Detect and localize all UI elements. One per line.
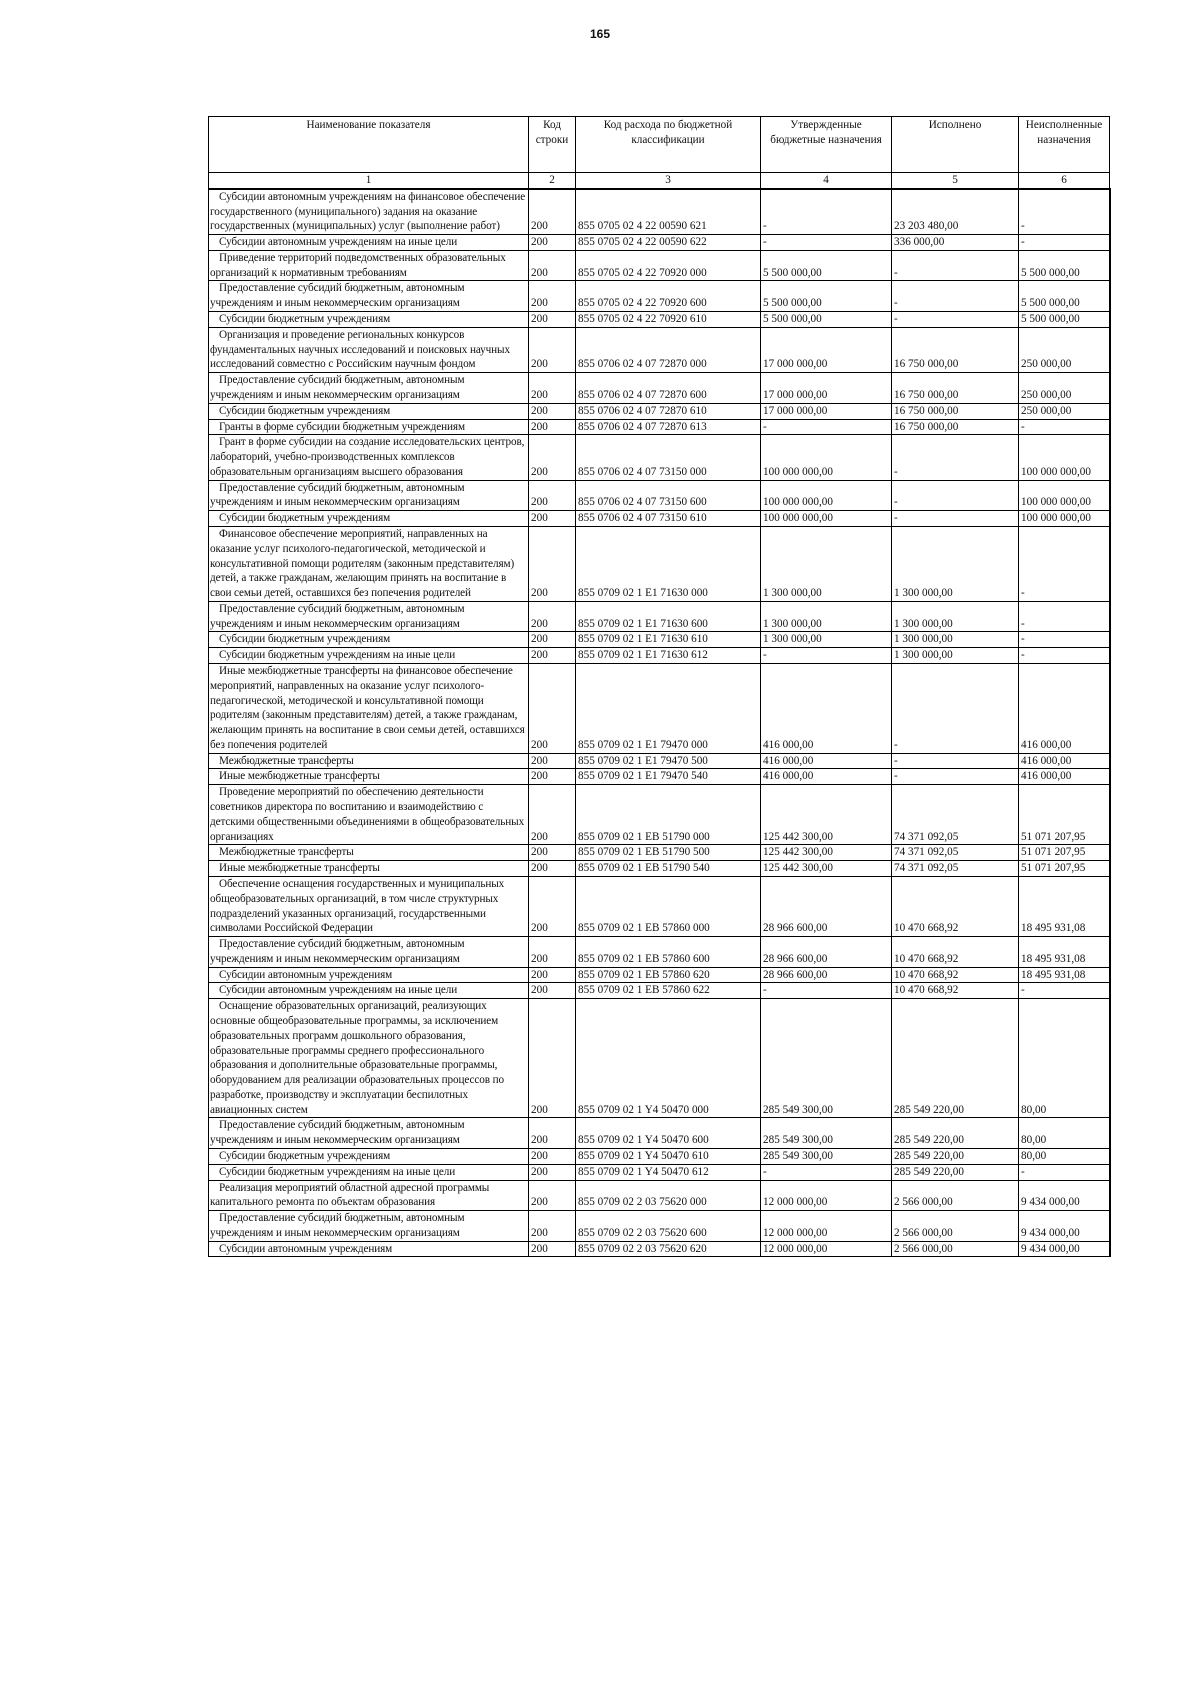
table-row bbox=[209, 999, 1110, 1118]
unexecuted-amount: 80,00 bbox=[1019, 1149, 1110, 1165]
executed-amount: 23 203 480,00 bbox=[892, 189, 1019, 235]
approved-amount: 100 000 000,00 bbox=[761, 511, 892, 527]
budget-code: 855 0706 02 4 07 72870 600 bbox=[576, 373, 761, 404]
line-code: 200 bbox=[529, 511, 576, 527]
line-code: 200 bbox=[529, 999, 576, 1118]
executed-amount: 16 750 000,00 bbox=[892, 327, 1019, 372]
table-row bbox=[209, 967, 1110, 983]
indicator-name: Субсидии бюджетным учреждениям на иные цели bbox=[209, 648, 529, 664]
executed-amount: 10 470 668,92 bbox=[892, 876, 1019, 936]
approved-amount: 125 442 300,00 bbox=[761, 861, 892, 877]
indicator-name: Субсидии бюджетным учреждениям bbox=[209, 312, 529, 328]
budget-code: 855 0705 02 4 22 70920 600 bbox=[576, 281, 761, 312]
budget-code: 855 0709 02 1 EB 51790 540 bbox=[576, 861, 761, 877]
approved-amount: 28 966 600,00 bbox=[761, 876, 892, 936]
table-row bbox=[209, 480, 1110, 511]
line-code: 200 bbox=[529, 373, 576, 404]
budget-code: 855 0706 02 4 07 72870 613 bbox=[576, 419, 761, 435]
indicator-name: Проведение мероприятий по обеспечению деятельности советников директора по воспитанию и взаимодействию с детскими общественными объединениями в общеобразовательных организациях bbox=[209, 785, 529, 845]
table-row bbox=[209, 1211, 1110, 1242]
unexecuted-amount: - bbox=[1019, 1164, 1110, 1180]
unexecuted-amount: 250 000,00 bbox=[1019, 327, 1110, 372]
table-row bbox=[209, 983, 1110, 999]
approved-amount: - bbox=[761, 983, 892, 999]
indicator-name: Иные межбюджетные трансферты на финансовое обеспечение мероприятий, направленных на оказание услуг психолого-педагогической, методической и консультативной помощи родителям (законным представителям) детей, а также гражданам, желающим принять на воспитание в свои семьи детей, оставшихся без попечения родителей bbox=[209, 664, 529, 754]
line-code: 200 bbox=[529, 403, 576, 419]
unexecuted-amount: - bbox=[1019, 632, 1110, 648]
budget-code: 855 0706 02 4 07 73150 600 bbox=[576, 480, 761, 511]
table-body bbox=[209, 189, 1110, 1257]
indicator-name: Субсидии бюджетным учреждениям bbox=[209, 632, 529, 648]
approved-amount: 100 000 000,00 bbox=[761, 480, 892, 511]
table-row bbox=[209, 785, 1110, 845]
table-row bbox=[209, 403, 1110, 419]
budget-code: 855 0709 02 1 EB 57860 620 bbox=[576, 967, 761, 983]
unexecuted-amount: 5 500 000,00 bbox=[1019, 312, 1110, 328]
line-code: 200 bbox=[529, 1180, 576, 1211]
indicator-name: Субсидии автономным учреждениям bbox=[209, 1241, 529, 1257]
line-code: 200 bbox=[529, 601, 576, 632]
budget-code: 855 0709 02 1 EB 57860 000 bbox=[576, 876, 761, 936]
executed-amount: - bbox=[892, 753, 1019, 769]
executed-amount: - bbox=[892, 664, 1019, 754]
indicator-name: Межбюджетные трансферты bbox=[209, 845, 529, 861]
approved-amount: 1 300 000,00 bbox=[761, 632, 892, 648]
budget-code: 855 0705 02 4 22 70920 000 bbox=[576, 250, 761, 281]
table-row bbox=[209, 1241, 1110, 1257]
approved-amount: - bbox=[761, 1164, 892, 1180]
header-budget-code: Код расхода по бюджетной классификации bbox=[576, 117, 761, 173]
header-line-code: Код строки bbox=[529, 117, 576, 173]
unexecuted-amount: 5 500 000,00 bbox=[1019, 250, 1110, 281]
unexecuted-amount: - bbox=[1019, 601, 1110, 632]
indicator-name: Субсидии бюджетным учреждениям bbox=[209, 1149, 529, 1165]
approved-amount: 12 000 000,00 bbox=[761, 1180, 892, 1211]
unexecuted-amount: 9 434 000,00 bbox=[1019, 1211, 1110, 1242]
column-number: 6 bbox=[1019, 173, 1110, 189]
table-row bbox=[209, 189, 1110, 235]
executed-amount: - bbox=[892, 769, 1019, 785]
indicator-name: Субсидии автономным учреждениям bbox=[209, 967, 529, 983]
indicator-name: Финансовое обеспечение мероприятий, направленных на оказание услуг психолого-педагогической, методической и консультативной помощи родителям (законным представителям) детей, а также гражданам, желающим принять на воспитание в свои семьи детей, оставшихся без попечения родителей bbox=[209, 526, 529, 601]
line-code: 200 bbox=[529, 632, 576, 648]
executed-amount: - bbox=[892, 435, 1019, 480]
header-unexecuted: Неисполненные назначения bbox=[1019, 117, 1110, 173]
column-number: 3 bbox=[576, 173, 761, 189]
unexecuted-amount: 51 071 207,95 bbox=[1019, 785, 1110, 845]
unexecuted-amount: 80,00 bbox=[1019, 1118, 1110, 1149]
unexecuted-amount: - bbox=[1019, 648, 1110, 664]
approved-amount: - bbox=[761, 648, 892, 664]
table-row bbox=[209, 1180, 1110, 1211]
line-code: 200 bbox=[529, 281, 576, 312]
approved-amount: 125 442 300,00 bbox=[761, 845, 892, 861]
line-code: 200 bbox=[529, 189, 576, 235]
approved-amount: 285 549 300,00 bbox=[761, 999, 892, 1118]
line-code: 200 bbox=[529, 435, 576, 480]
line-code: 200 bbox=[529, 664, 576, 754]
unexecuted-amount: - bbox=[1019, 419, 1110, 435]
budget-code: 855 0705 02 4 22 00590 621 bbox=[576, 189, 761, 235]
budget-code: 855 0709 02 1 Y4 50470 000 bbox=[576, 999, 761, 1118]
table-row bbox=[209, 435, 1110, 480]
line-code: 200 bbox=[529, 983, 576, 999]
unexecuted-amount: 416 000,00 bbox=[1019, 769, 1110, 785]
budget-code: 855 0709 02 1 E1 71630 600 bbox=[576, 601, 761, 632]
budget-code: 855 0709 02 1 E1 71630 610 bbox=[576, 632, 761, 648]
approved-amount: 5 500 000,00 bbox=[761, 281, 892, 312]
line-code: 200 bbox=[529, 1149, 576, 1165]
table-row bbox=[209, 235, 1110, 251]
executed-amount: 1 300 000,00 bbox=[892, 526, 1019, 601]
approved-amount: 12 000 000,00 bbox=[761, 1241, 892, 1257]
approved-amount: - bbox=[761, 235, 892, 251]
approved-amount: 5 500 000,00 bbox=[761, 312, 892, 328]
indicator-name: Оснащение образовательных организаций, реализующих основные общеобразовательные программы, за исключением образовательных программ дошкольного образования, образовательные программы среднего профессионального образования и дополнительные образовательные программы, оборудованием для реализации образовательных процессов по разработке, производству и эксплуатации беспилотных авиационных систем bbox=[209, 999, 529, 1118]
column-number: 4 bbox=[761, 173, 892, 189]
budget-code: 855 0709 02 1 Y4 50470 612 bbox=[576, 1164, 761, 1180]
approved-amount: 12 000 000,00 bbox=[761, 1211, 892, 1242]
executed-amount: 285 549 220,00 bbox=[892, 1118, 1019, 1149]
budget-code: 855 0709 02 2 03 75620 600 bbox=[576, 1211, 761, 1242]
budget-code: 855 0706 02 4 07 73150 000 bbox=[576, 435, 761, 480]
unexecuted-amount: 5 500 000,00 bbox=[1019, 281, 1110, 312]
indicator-name: Иные межбюджетные трансферты bbox=[209, 769, 529, 785]
approved-amount: 125 442 300,00 bbox=[761, 785, 892, 845]
indicator-name: Субсидии автономным учреждениям на иные цели bbox=[209, 983, 529, 999]
budget-code: 855 0709 02 1 EB 57860 600 bbox=[576, 937, 761, 968]
budget-code: 855 0709 02 2 03 75620 620 bbox=[576, 1241, 761, 1257]
budget-code: 855 0709 02 1 E1 71630 000 bbox=[576, 526, 761, 601]
approved-amount: - bbox=[761, 189, 892, 235]
indicator-name: Предоставление субсидий бюджетным, автономным учреждениям и иным некоммерческим организациям bbox=[209, 937, 529, 968]
table-row bbox=[209, 327, 1110, 372]
executed-amount: 74 371 092,05 bbox=[892, 845, 1019, 861]
line-code: 200 bbox=[529, 769, 576, 785]
indicator-name: Субсидии бюджетным учреждениям на иные цели bbox=[209, 1164, 529, 1180]
executed-amount: 74 371 092,05 bbox=[892, 785, 1019, 845]
approved-amount: 285 549 300,00 bbox=[761, 1118, 892, 1149]
budget-code: 855 0705 02 4 22 00590 622 bbox=[576, 235, 761, 251]
indicator-name: Субсидии автономным учреждениям на финансовое обеспечение государственного (муниципального) задания на оказание государственных (муниципальных) услуг (выполнение работ) bbox=[209, 189, 529, 235]
executed-amount: 10 470 668,92 bbox=[892, 983, 1019, 999]
approved-amount: 28 966 600,00 bbox=[761, 937, 892, 968]
indicator-name: Приведение территорий подведомственных образовательных организаций к нормативным требованиям bbox=[209, 250, 529, 281]
indicator-name: Субсидии бюджетным учреждениям bbox=[209, 403, 529, 419]
unexecuted-amount: 80,00 bbox=[1019, 999, 1110, 1118]
table-row bbox=[209, 876, 1110, 936]
table-row bbox=[209, 1164, 1110, 1180]
approved-amount: 1 300 000,00 bbox=[761, 601, 892, 632]
executed-amount: 2 566 000,00 bbox=[892, 1211, 1019, 1242]
line-code: 200 bbox=[529, 480, 576, 511]
unexecuted-amount: 18 495 931,08 bbox=[1019, 876, 1110, 936]
budget-code: 855 0706 02 4 07 72870 000 bbox=[576, 327, 761, 372]
table-row bbox=[209, 769, 1110, 785]
indicator-name: Иные межбюджетные трансферты bbox=[209, 861, 529, 877]
unexecuted-amount: 250 000,00 bbox=[1019, 373, 1110, 404]
indicator-name: Предоставление субсидий бюджетным, автономным учреждениям и иным некоммерческим организациям bbox=[209, 1118, 529, 1149]
indicator-name: Межбюджетные трансферты bbox=[209, 753, 529, 769]
line-code: 200 bbox=[529, 753, 576, 769]
approved-amount: 5 500 000,00 bbox=[761, 250, 892, 281]
approved-amount: 28 966 600,00 bbox=[761, 967, 892, 983]
executed-amount: 2 566 000,00 bbox=[892, 1180, 1019, 1211]
indicator-name: Субсидии бюджетным учреждениям bbox=[209, 511, 529, 527]
indicator-name: Субсидии автономным учреждениям на иные цели bbox=[209, 235, 529, 251]
executed-amount: 74 371 092,05 bbox=[892, 861, 1019, 877]
table-row bbox=[209, 753, 1110, 769]
unexecuted-amount: 9 434 000,00 bbox=[1019, 1180, 1110, 1211]
indicator-name: Организация и проведение региональных конкурсов фундаментальных научных исследований и поисковых научных исследований совместно с Российским научным фондом bbox=[209, 327, 529, 372]
budget-code: 855 0709 02 1 EB 51790 500 bbox=[576, 845, 761, 861]
executed-amount: 16 750 000,00 bbox=[892, 403, 1019, 419]
line-code: 200 bbox=[529, 312, 576, 328]
budget-code: 855 0709 02 1 E1 71630 612 bbox=[576, 648, 761, 664]
header-row bbox=[209, 117, 1110, 173]
indicator-name: Предоставление субсидий бюджетным, автономным учреждениям и иным некоммерческим организациям bbox=[209, 1211, 529, 1242]
table-row bbox=[209, 1118, 1110, 1149]
executed-amount: - bbox=[892, 312, 1019, 328]
executed-amount: - bbox=[892, 480, 1019, 511]
table-row bbox=[209, 845, 1110, 861]
executed-amount: 1 300 000,00 bbox=[892, 648, 1019, 664]
indicator-name: Грант в форме субсидии на создание исследовательских центров, лабораторий, учебно-производственных комплексов образовательным организациям высшего образования bbox=[209, 435, 529, 480]
line-code: 200 bbox=[529, 785, 576, 845]
approved-amount: 1 300 000,00 bbox=[761, 526, 892, 601]
budget-code: 855 0709 02 1 Y4 50470 610 bbox=[576, 1149, 761, 1165]
executed-amount: 285 549 220,00 bbox=[892, 1149, 1019, 1165]
budget-code: 855 0709 02 1 EB 57860 622 bbox=[576, 983, 761, 999]
budget-code: 855 0709 02 1 EB 51790 000 bbox=[576, 785, 761, 845]
table-row bbox=[209, 419, 1110, 435]
indicator-name: Предоставление субсидий бюджетным, автономным учреждениям и иным некоммерческим организациям bbox=[209, 281, 529, 312]
executed-amount: 16 750 000,00 bbox=[892, 419, 1019, 435]
budget-code: 855 0709 02 1 E1 79470 500 bbox=[576, 753, 761, 769]
budget-code: 855 0705 02 4 22 70920 610 bbox=[576, 312, 761, 328]
line-code: 200 bbox=[529, 526, 576, 601]
table-row bbox=[209, 511, 1110, 527]
indicator-name: Реализация мероприятий областной адресной программы капитального ремонта по объектам образования bbox=[209, 1180, 529, 1211]
unexecuted-amount: 416 000,00 bbox=[1019, 664, 1110, 754]
budget-code: 855 0709 02 1 E1 79470 540 bbox=[576, 769, 761, 785]
executed-amount: 10 470 668,92 bbox=[892, 937, 1019, 968]
unexecuted-amount: - bbox=[1019, 526, 1110, 601]
header-indicator-name: Наименование показателя bbox=[209, 117, 529, 173]
header-approved: Утвержденные бюджетные назначения bbox=[761, 117, 892, 173]
unexecuted-amount: - bbox=[1019, 983, 1110, 999]
approved-amount: 17 000 000,00 bbox=[761, 403, 892, 419]
column-number-row bbox=[209, 173, 1110, 189]
unexecuted-amount: 51 071 207,95 bbox=[1019, 861, 1110, 877]
indicator-name: Предоставление субсидий бюджетным, автономным учреждениям и иным некоммерческим организациям bbox=[209, 373, 529, 404]
table-row bbox=[209, 312, 1110, 328]
executed-amount: 1 300 000,00 bbox=[892, 601, 1019, 632]
line-code: 200 bbox=[529, 648, 576, 664]
approved-amount: 17 000 000,00 bbox=[761, 373, 892, 404]
executed-amount: 16 750 000,00 bbox=[892, 373, 1019, 404]
executed-amount: 336 000,00 bbox=[892, 235, 1019, 251]
table-row bbox=[209, 632, 1110, 648]
budget-code: 855 0709 02 2 03 75620 000 bbox=[576, 1180, 761, 1211]
approved-amount: 285 549 300,00 bbox=[761, 1149, 892, 1165]
unexecuted-amount: 100 000 000,00 bbox=[1019, 511, 1110, 527]
approved-amount: 416 000,00 bbox=[761, 664, 892, 754]
line-code: 200 bbox=[529, 1164, 576, 1180]
approved-amount: - bbox=[761, 419, 892, 435]
indicator-name: Гранты в форме субсидии бюджетным учреждениям bbox=[209, 419, 529, 435]
line-code: 200 bbox=[529, 419, 576, 435]
budget-code: 855 0706 02 4 07 73150 610 bbox=[576, 511, 761, 527]
column-number: 5 bbox=[892, 173, 1019, 189]
table-row bbox=[209, 250, 1110, 281]
executed-amount: 10 470 668,92 bbox=[892, 967, 1019, 983]
line-code: 200 bbox=[529, 1241, 576, 1257]
table-row bbox=[209, 281, 1110, 312]
unexecuted-amount: 51 071 207,95 bbox=[1019, 845, 1110, 861]
column-number: 1 bbox=[209, 173, 529, 189]
unexecuted-amount: - bbox=[1019, 235, 1110, 251]
unexecuted-amount: 416 000,00 bbox=[1019, 753, 1110, 769]
unexecuted-amount: 18 495 931,08 bbox=[1019, 967, 1110, 983]
indicator-name: Обеспечение оснащения государственных и муниципальных общеобразовательных организаций, в том числе структурных подразделений указанных организаций, государственными символами Российской Федерации bbox=[209, 876, 529, 936]
budget-code: 855 0709 02 1 E1 79470 000 bbox=[576, 664, 761, 754]
line-code: 200 bbox=[529, 845, 576, 861]
line-code: 200 bbox=[529, 250, 576, 281]
table-row bbox=[209, 648, 1110, 664]
unexecuted-amount: 100 000 000,00 bbox=[1019, 480, 1110, 511]
approved-amount: 416 000,00 bbox=[761, 753, 892, 769]
unexecuted-amount: 18 495 931,08 bbox=[1019, 937, 1110, 968]
line-code: 200 bbox=[529, 1211, 576, 1242]
line-code: 200 bbox=[529, 235, 576, 251]
budget-code: 855 0706 02 4 07 72870 610 bbox=[576, 403, 761, 419]
header-executed: Исполнено bbox=[892, 117, 1019, 173]
table-row bbox=[209, 664, 1110, 754]
executed-amount: 1 300 000,00 bbox=[892, 632, 1019, 648]
unexecuted-amount: 9 434 000,00 bbox=[1019, 1241, 1110, 1257]
budget-code: 855 0709 02 1 Y4 50470 600 bbox=[576, 1118, 761, 1149]
line-code: 200 bbox=[529, 937, 576, 968]
executed-amount: 2 566 000,00 bbox=[892, 1241, 1019, 1257]
executed-amount: 285 549 220,00 bbox=[892, 1164, 1019, 1180]
table-row bbox=[209, 526, 1110, 601]
indicator-name: Предоставление субсидий бюджетным, автономным учреждениям и иным некоммерческим организациям bbox=[209, 480, 529, 511]
line-code: 200 bbox=[529, 327, 576, 372]
executed-amount: - bbox=[892, 250, 1019, 281]
table-row bbox=[209, 601, 1110, 632]
column-number: 2 bbox=[529, 173, 576, 189]
budget-execution-table bbox=[208, 116, 1111, 1257]
executed-amount: - bbox=[892, 281, 1019, 312]
page-number: 165 bbox=[589, 27, 611, 41]
table-row bbox=[209, 937, 1110, 968]
executed-amount: 285 549 220,00 bbox=[892, 999, 1019, 1118]
indicator-name: Предоставление субсидий бюджетным, автономным учреждениям и иным некоммерческим организациям bbox=[209, 601, 529, 632]
approved-amount: 100 000 000,00 bbox=[761, 435, 892, 480]
line-code: 200 bbox=[529, 1118, 576, 1149]
table-row bbox=[209, 1149, 1110, 1165]
unexecuted-amount: - bbox=[1019, 189, 1110, 235]
table-row bbox=[209, 861, 1110, 877]
unexecuted-amount: 100 000 000,00 bbox=[1019, 435, 1110, 480]
line-code: 200 bbox=[529, 861, 576, 877]
line-code: 200 bbox=[529, 967, 576, 983]
table-row bbox=[209, 373, 1110, 404]
line-code: 200 bbox=[529, 876, 576, 936]
executed-amount: - bbox=[892, 511, 1019, 527]
unexecuted-amount: 250 000,00 bbox=[1019, 403, 1110, 419]
approved-amount: 416 000,00 bbox=[761, 769, 892, 785]
approved-amount: 17 000 000,00 bbox=[761, 327, 892, 372]
